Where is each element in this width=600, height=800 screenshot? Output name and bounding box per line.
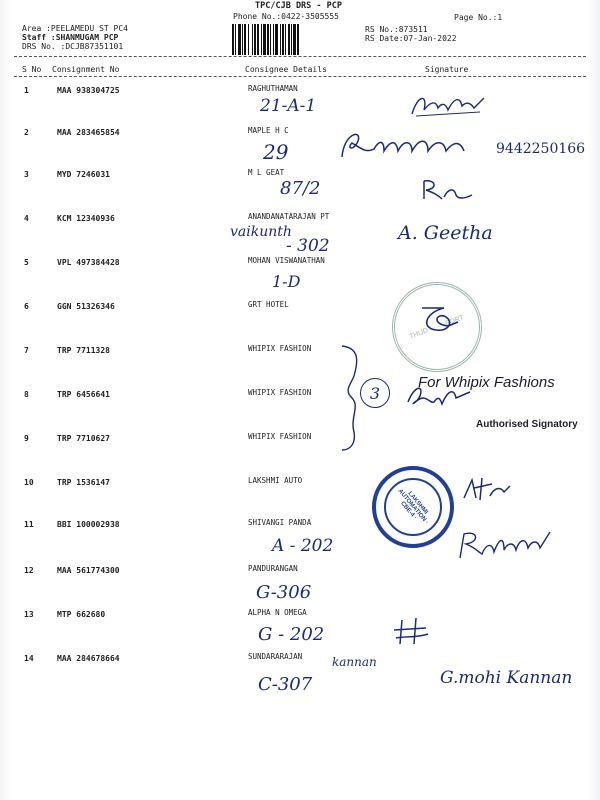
col-header-consignee: Consignee Details: [245, 65, 327, 74]
row-consignment-no: BBI 100002938: [57, 520, 120, 529]
row-sno: 2: [24, 128, 29, 137]
whipix-signature: [404, 382, 474, 410]
row-sno: 10: [24, 478, 34, 487]
rs-number: RS No.:873511: [365, 25, 428, 34]
phone-number: Phone No.:0422-3505555: [233, 12, 339, 21]
row-sno: 7: [24, 346, 29, 355]
drs-barcode: [232, 24, 354, 55]
handwritten-flat-3: 87/2: [280, 178, 321, 199]
handwritten-area-4: vaikunth: [230, 224, 292, 240]
row-sno: 12: [24, 566, 34, 575]
row-sno: 13: [24, 610, 34, 619]
lakshmi-automation-seal-icon: [372, 466, 454, 548]
row-consignee-name: MAPLE H C: [248, 126, 289, 135]
handwritten-flat-12: G-306: [256, 582, 312, 603]
row-sno: 5: [24, 258, 29, 267]
row-consignee-name: ALPHA N OMEGA: [248, 608, 307, 617]
col-header-consignment: Consignment No: [52, 65, 120, 74]
row-consignee-name: WHIPIX FASHION: [248, 432, 312, 441]
row-consignee-name: ANANDANATARAJAN PT: [248, 212, 330, 221]
row-consignment-no: GGN 51326346: [57, 302, 115, 311]
whipix-stamp-authorised: Authorised Signatory: [476, 419, 578, 430]
staff-label: Staff :SHANMUGAM PCP: [22, 33, 119, 42]
row-consignment-no: KCM 12340936: [57, 214, 115, 223]
row-consignee-name: PANDURANGAN: [248, 564, 298, 573]
row-consignment-no: VPL 497384428: [57, 258, 120, 267]
row-consignee-name: M L GEAT: [248, 168, 285, 177]
grt-hotel-seal-icon: THUD · · · · FORT: [392, 282, 482, 372]
row-sno: 11: [24, 520, 34, 529]
row-consignee-name: SUNDARARAJAN: [248, 652, 303, 661]
area-label: Area :PEELAMEDU ST PC4: [22, 24, 128, 33]
signature-row-4: A. Geetha: [398, 222, 493, 244]
item-count-circle: 3: [360, 378, 390, 408]
row-consignment-no: MAA 938304725: [57, 86, 120, 95]
document-title: TPC/CJB DRS - PCP: [255, 1, 342, 11]
barcode-bar: [297, 24, 299, 55]
column-divider: [14, 76, 586, 77]
row-consignee-name: LAKSHMI AUTO: [248, 476, 303, 485]
handwritten-flat-4: - 302: [286, 236, 330, 256]
signature-row-6: [414, 302, 462, 336]
lakshmi-seal-text: LAKSHMI AUTOMATION · CBE-4 ·: [396, 488, 430, 526]
row-consignee-name: WHIPIX FASHION: [248, 344, 312, 353]
row-sno: 8: [24, 390, 29, 399]
row-sno: 3: [24, 170, 29, 179]
whipix-stamp-company: For Whipix Fashions: [418, 374, 555, 391]
row-consignment-no: MTP 662680: [57, 610, 106, 619]
row-consignment-no: MAA 284678664: [57, 654, 120, 663]
row-consignee-name: RAGHUTHAMAN: [248, 84, 298, 93]
handwritten-flat-2: 29: [263, 140, 289, 164]
signature-row-2: [336, 127, 516, 163]
row-sno: 4: [24, 214, 29, 223]
signature-row-1: [408, 92, 488, 122]
row-consignment-no: TRP 7711328: [57, 346, 110, 355]
row-sno: 14: [24, 654, 34, 663]
row-consignment-no: TRP 1536147: [57, 478, 110, 487]
drs-number: DRS No. :DCJB87351101: [22, 42, 124, 51]
row-consignment-no: TRP 7710627: [57, 434, 110, 443]
signature-row-11: [454, 528, 554, 562]
rs-date: RS Date:07-Jan-2022: [365, 34, 457, 43]
row-consignment-no: MAA 283465854: [57, 128, 120, 137]
row-sno: 9: [24, 434, 29, 443]
row-consignee-name: MOHAN VISWANATHAN: [248, 256, 325, 265]
row-consignment-no: MAA 561774300: [57, 566, 120, 575]
row-consignee-name: WHIPIX FASHION: [248, 388, 312, 397]
signature-row-10: [458, 474, 514, 504]
page-number: Page No.:1: [454, 13, 503, 22]
row-consignee-name: GRT HOTEL: [248, 300, 289, 309]
header-divider: [14, 56, 586, 57]
handwritten-flat-14: C-307: [258, 674, 313, 695]
col-header-sno: S No: [22, 65, 42, 74]
row-sno: 6: [24, 302, 29, 311]
row-consignee-name: SHIVANGI PANDA: [248, 518, 312, 527]
handwritten-phone-2: 9442250166: [496, 141, 586, 157]
handwritten-name-14: kannan: [332, 655, 377, 669]
handwritten-flat-11: A - 202: [272, 536, 334, 556]
signature-row-3: [418, 177, 478, 203]
handwritten-flat-13: G - 202: [258, 624, 325, 645]
row-consignment-no: MYD 7246031: [57, 170, 110, 179]
handwritten-flat-5: 1-D: [272, 272, 301, 291]
row-sno: 1: [24, 86, 29, 95]
row-consignment-no: TRP 6456641: [57, 390, 110, 399]
signature-row-13: [392, 616, 432, 646]
col-header-signature: Signature: [425, 65, 469, 74]
handwritten-flat-1: 21-A-1: [260, 96, 317, 116]
signature-row-14: G.mohi Kannan: [440, 668, 573, 688]
